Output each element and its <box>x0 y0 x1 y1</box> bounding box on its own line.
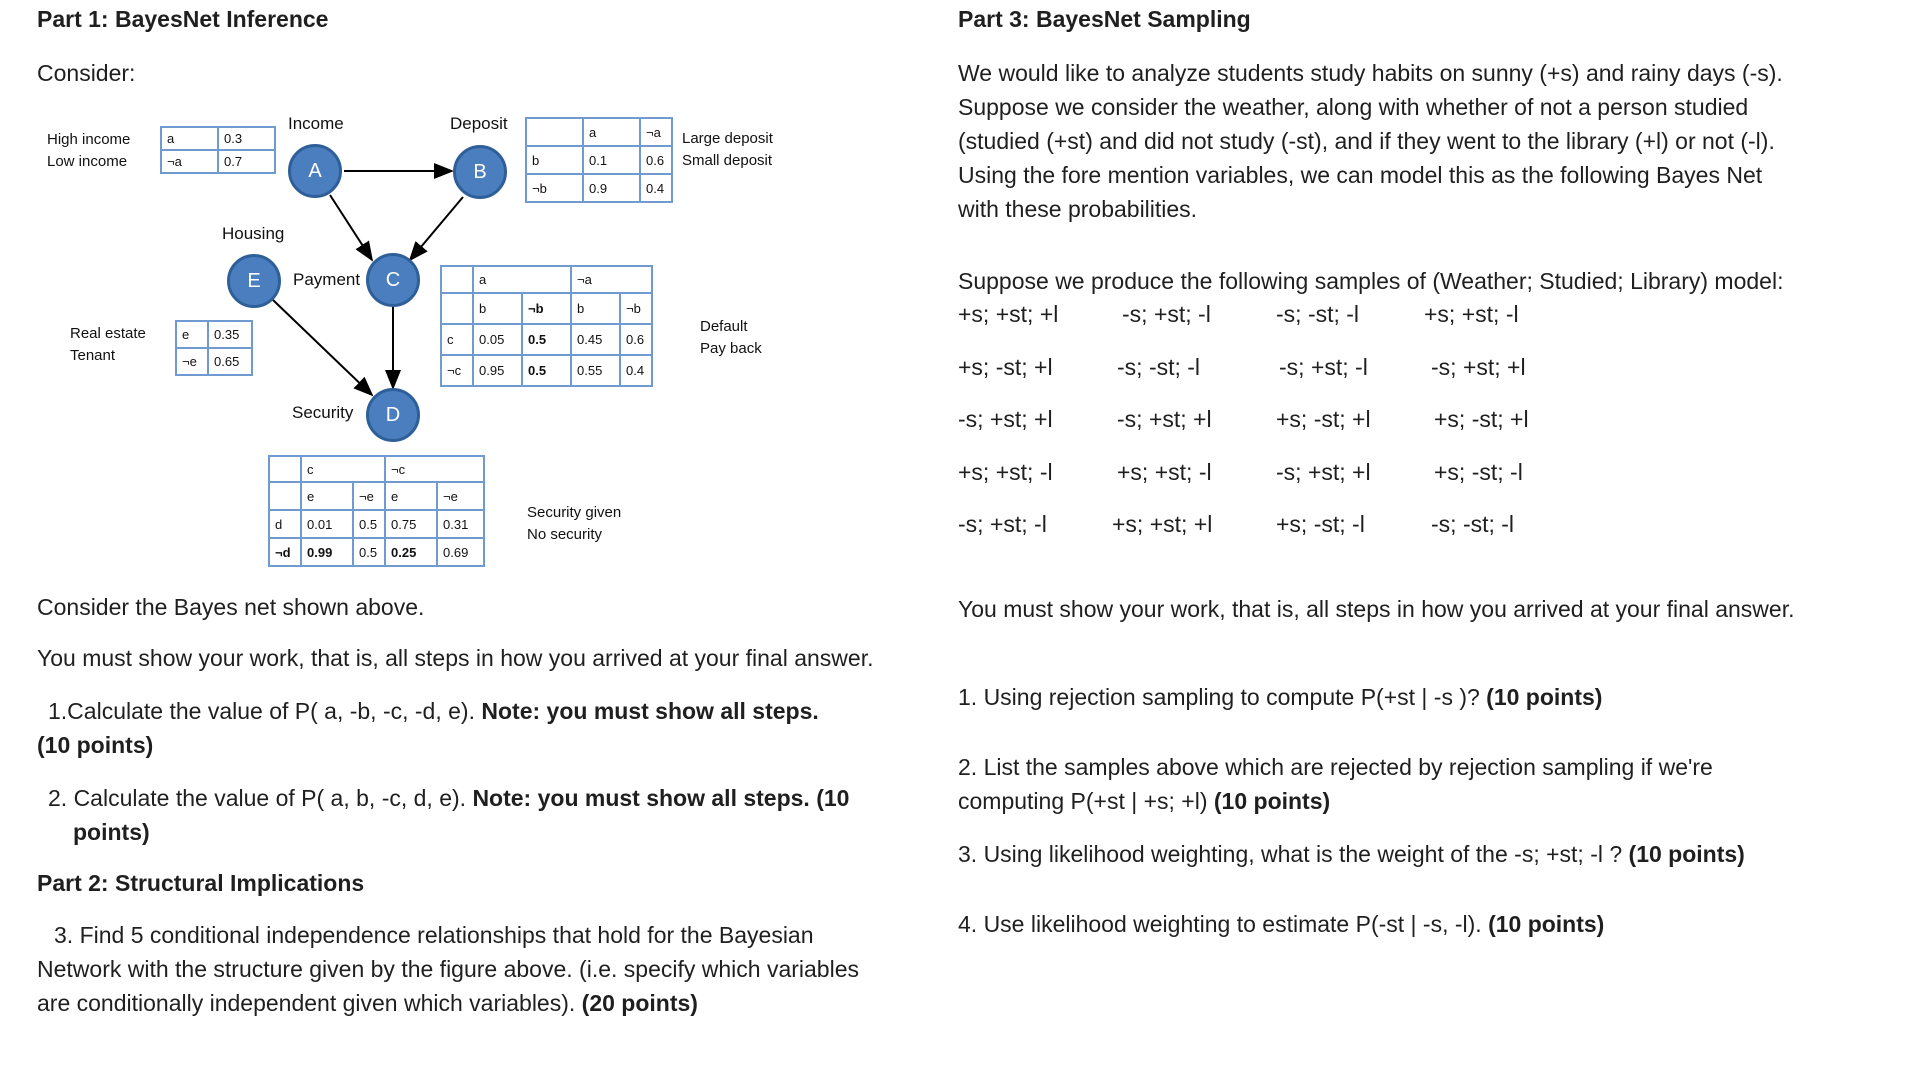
sample-item: +s; -st; +l <box>958 354 1053 380</box>
sample-item: +s; +st; -l <box>958 459 1053 485</box>
table-cell: ¬a <box>571 266 652 293</box>
table-cell: e <box>301 482 353 510</box>
table-cell: b <box>526 146 583 174</box>
sample-item: -s; -st; -l <box>1276 301 1360 327</box>
sample-item: -s; +st; +l <box>1117 406 1212 432</box>
part1-show-work: You must show your work, that is, all steps in how you arrived at your final answer. <box>37 645 874 671</box>
table-c-label-pay-back: Pay back <box>700 340 762 357</box>
question-text: 3. Find 5 conditional independence relationships that hold for the Bayesian Network with the structure given by the figure above. (i.e. specify which variables are conditionally independent given which variables). <box>37 922 859 1016</box>
table-d-label-security: Security given <box>527 504 622 521</box>
sample-item: +s; +st; +l <box>958 301 1059 327</box>
table-cell: a <box>161 127 218 150</box>
table-cell: a <box>473 266 571 293</box>
sample-item: +s; +st; +l <box>1112 511 1213 537</box>
question-text: 3. Using likelihood weighting, what is the weight of the -s; +st; -l ? <box>958 841 1629 867</box>
part3-show-work: You must show your work, that is, all steps in how you arrived at your final answer. <box>958 596 1795 622</box>
table-cell: ¬e <box>176 348 208 375</box>
question-points: (10 points) <box>1628 841 1745 867</box>
node-c: C <box>366 253 420 307</box>
table-cell: 0.5 <box>353 538 385 566</box>
part3-question-1 <box>958 680 1808 714</box>
node-d: D <box>366 388 420 442</box>
question-text: 2. List the samples above which are rejected by rejection sampling if we're computing P(+st | +s; +l) <box>958 754 1713 814</box>
sample-item: -s; +st; +l <box>1431 354 1526 380</box>
table-cell: 0.6 <box>620 324 652 355</box>
node-c-label: Payment <box>293 270 361 289</box>
question-points: (10 points) <box>1486 684 1603 710</box>
table-e-label-real-estate: Real estate <box>70 325 146 342</box>
sample-item: -s; +st; +l <box>958 406 1053 432</box>
table-cell: ¬d <box>269 538 301 566</box>
table-cell: b <box>571 293 620 324</box>
table-cell: c <box>441 324 473 355</box>
table-cell: 0.05 <box>473 324 522 355</box>
table-cell: 0.25 <box>385 538 437 566</box>
node-b-label: Deposit <box>450 114 508 133</box>
table-cell: 0.3 <box>218 127 275 150</box>
sample-item: +s; -st; +l <box>1276 406 1371 432</box>
question-text: 1. Using rejection sampling to compute P(+st | -s )? <box>958 684 1487 710</box>
question-text: 4. Use likelihood weighting to estimate P(-st | -s, -l). <box>958 911 1489 937</box>
node-d-label: Security <box>292 403 354 422</box>
node-a: A <box>288 144 342 198</box>
table-cell: b <box>473 293 522 324</box>
table-cell: e <box>385 482 437 510</box>
edge-e-d <box>273 300 372 395</box>
part3-intro: We would like to analyze students study habits on sunny (+s) and rainy days (-s). Suppose we consider the weather, along with whether of not a person studied (studied (+st) and did not study (-st), and if they went to the library (+l) or not (-l). Using the fore mention variables, we can model this as the following Bayes Net with these probabilities. <box>958 60 1783 222</box>
table-cell: 0.1 <box>583 146 640 174</box>
table-cell: 0.7 <box>218 150 275 173</box>
node-e: E <box>227 254 281 308</box>
table-cell: 0.31 <box>437 510 484 538</box>
question-text: 2. Calculate the value of P( a, b, -c, d, e). <box>48 785 473 811</box>
table-b-label-small: Small deposit <box>682 152 773 169</box>
table-cell: 0.65 <box>208 348 252 375</box>
sample-item: -s; +st; +l <box>1276 459 1371 485</box>
table-cell: 0.01 <box>301 510 353 538</box>
table-cell: 0.6 <box>640 146 672 174</box>
sample-item: -s; -st; -l <box>1117 354 1201 380</box>
edge-b-c <box>410 197 463 260</box>
table-c-label-default: Default <box>700 318 748 335</box>
table-cell: a <box>583 118 640 146</box>
table-cell: 0.95 <box>473 355 522 386</box>
table-cell: ¬e <box>437 482 484 510</box>
table-cell: ¬e <box>353 482 385 510</box>
sample-item: -s; +st; -l <box>1122 301 1211 327</box>
cpt-table-b <box>525 117 673 203</box>
consider-below-text: Consider the Bayes net shown above. <box>37 594 425 620</box>
table-cell <box>441 266 473 293</box>
question-note: Note: you must show all steps. (10 points) <box>73 785 850 845</box>
table-cell: ¬b <box>522 293 571 324</box>
table-cell <box>441 293 473 324</box>
table-cell: 0.69 <box>437 538 484 566</box>
samples-intro: Suppose we produce the following samples of (Weather; Studied; Library) model: <box>958 268 1784 294</box>
edge-a-c <box>330 195 372 260</box>
part1-question-2 <box>48 781 873 849</box>
sample-item: +s; -st; -l <box>1434 459 1523 485</box>
table-cell: 0.5 <box>522 324 571 355</box>
table-cell: 0.75 <box>385 510 437 538</box>
table-e-label-tenant: Tenant <box>70 347 116 364</box>
part3-title: Part 3: BayesNet Sampling <box>958 6 1251 32</box>
sample-item: +s; +st; -l <box>1424 301 1519 327</box>
table-cell: d <box>269 510 301 538</box>
question-points: (10 points) <box>1488 911 1605 937</box>
cpt-table-d <box>268 455 485 567</box>
table-b-label-large: Large deposit <box>682 130 773 147</box>
table-cell: ¬a <box>161 150 218 173</box>
table-cell <box>269 482 301 510</box>
table-cell: 0.4 <box>640 174 672 202</box>
table-cell: ¬b <box>526 174 583 202</box>
part3-question-3 <box>958 837 1808 871</box>
question-points: (10 points) <box>1213 788 1331 814</box>
part3-question-2 <box>958 750 1718 818</box>
table-cell: ¬b <box>620 293 652 324</box>
question-points: (20 points) <box>581 990 698 1016</box>
question-text: 1.Calculate the value of P( a, -b, -c, -d, e). <box>48 698 482 724</box>
table-cell: 0.45 <box>571 324 620 355</box>
part1-question-1 <box>37 694 857 762</box>
table-cell: 0.5 <box>522 355 571 386</box>
table-cell <box>526 118 583 146</box>
sample-item: -s; -st; -l <box>1431 511 1515 537</box>
question-note: Note: you must show all steps. (10 points) <box>37 698 819 758</box>
consider-label: Consider: <box>37 60 136 86</box>
node-b: B <box>453 145 507 199</box>
sample-item: +s; -st; -l <box>1276 511 1365 537</box>
part1-title: Part 1: BayesNet Inference <box>37 6 329 32</box>
table-cell: e <box>176 321 208 348</box>
sample-item: +s; +st; -l <box>1117 459 1212 485</box>
sample-item: -s; +st; -l <box>958 511 1047 537</box>
table-cell: c <box>301 456 385 482</box>
table-cell: 0.55 <box>571 355 620 386</box>
table-cell: 0.35 <box>208 321 252 348</box>
table-cell: ¬c <box>385 456 484 482</box>
sample-item: -s; +st; -l <box>1279 354 1368 380</box>
cpt-table-a <box>160 126 276 174</box>
table-cell: 0.5 <box>353 510 385 538</box>
table-cell: 0.4 <box>620 355 652 386</box>
table-cell: ¬c <box>441 355 473 386</box>
table-cell <box>269 456 301 482</box>
table-cell: 0.9 <box>583 174 640 202</box>
table-a-label-low: Low income <box>47 153 128 170</box>
node-e-label: Housing <box>222 224 285 243</box>
part2-title: Part 2: Structural Implications <box>37 870 365 896</box>
part2-question-3 <box>37 918 887 1020</box>
table-d-label-no-security: No security <box>527 526 603 543</box>
table-a-label-high: High income <box>47 131 131 148</box>
cpt-table-c <box>440 265 653 387</box>
sample-item: +s; -st; +l <box>1434 406 1529 432</box>
cpt-table-e <box>175 320 253 376</box>
node-a-label: Income <box>288 114 344 133</box>
table-cell: 0.99 <box>301 538 353 566</box>
table-cell: ¬a <box>640 118 672 146</box>
part3-question-4 <box>958 907 1808 941</box>
